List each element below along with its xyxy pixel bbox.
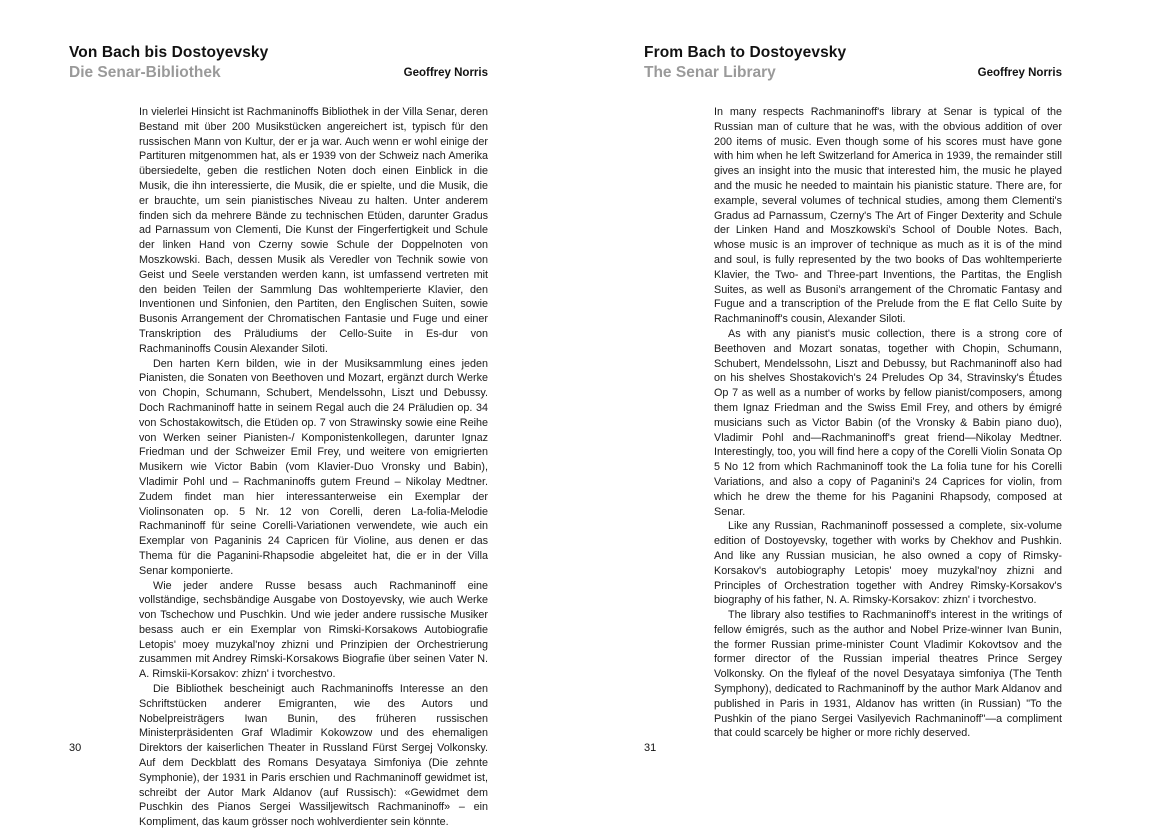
author-name: Geoffrey Norris: [977, 67, 1062, 79]
paragraph: Die Bibliothek bescheinigt auch Rachmaninoffs Interesse an den Schriftstücken anderer Emigranten, wie des Autors und Nobelpreisträgers Iwan Bunin, des früheren russischen Ministerpräsidenten Graf Wladimir Kokowzow und des ehemaligen Direktors der kaiserlichen Theater in Russland Fürst Sergej Volkonsky. Auf dem Deckblatt des Romans Desyataya Simfoniya (Die zehnte Symphonie), der 1931 in Paris erschien und Rachmaninoff gewidmet ist, schreibt der Autor Mark Aldanov (auf Russisch): «Gewidmet dem Puschkin des Pianos Sergei Wassiljewitsch Rachmaninoff» – ein Kompliment, das kaum grösser noch wohlverdienter sein könnte.: [139, 683, 488, 829]
paragraph: In many respects Rachmaninoff's library at Senar is typical of the Russian man of culture that he was, with the obvious addition of over 200 items of music. Even though some of his scores must have gone with him when he left Switzerland for America in 1939, the remainder still gives an insight into the music that interested him, the music he played and the music he needed to maintain his pianistic stature. There are, for example, several volumes of technical studies, among them Clementi's Gradus ad Parnassum, Czerny's The Art of Finger Dexterity and Schule der Linken Hand and Moszkowski's School of Double Notes. Bach, whose music is an improver of technique as much as it is of the mind and soul, is fully represented by the two books of Das wohltemperierte Klavier, the Two- and Three-part Inventions, the Partitas, the English Suites, as well as Busoni's arrangement of the Chromatic Fantasy and Fugue and a transcription of the Prelude from the E flat Cello Suite by Rachmaninoff's cousin, Alexander Siloti.: [714, 106, 1062, 326]
page-title: From Bach to Dostoyevsky: [644, 44, 847, 61]
page-subtitle: Die Senar-Bibliothek: [69, 64, 221, 81]
paragraph: The library also testifies to Rachmaninoff's interest in the writings of fellow émigrés, such as the author and Nobel Prize-winner Ivan Bunin, the former Russian prime-minister Count Vladimir Kokovtsov and the former director of the Russian imperial theatres Prince Sergey Volkonsky. On the flyleaf of the novel Desyataya simfoniya (The Tenth Symphony), dedicated to Rachmaninoff by the author Mark Aldanov and published in Paris in 1931, Aldanov has written (in Russian) "To the Pushkin of the piano Sergei Vasilyevich Rachmaninoff"—a compliment that could scarcely be higher or more richly deserved.: [714, 609, 1062, 740]
page-number: 30: [69, 742, 82, 754]
paragraph: In vielerlei Hinsicht ist Rachmaninoffs Bibliothek in der Villa Senar, deren Bestand mit über 200 Musikstücken angereichert ist, typisch für den russischen Mann von Kultur, der er ja war. Auch wenn er wohl einige der Partituren mitgenommen hat, als er 1939 von der Schweiz nach Amerika übersiedelte, geben die restlichen Noten doch einen Einblick in die Musik, die ihn interessierte, die Musik, die er spielte, und die Musik, die er brauchte, um sein pianistisches Niveau zu halten. Unter anderem finden sich da mehrere Bände zu technischen Etüden, darunter Gradus ad Parnassum von Clementi, Die Kunst der Fingerfertigkeit und Schule der linken Hand von Czerny sowie Schule der Doppelnoten von Moszkowski. Bach, dessen Musik als Veredler von Technik sowie von Geist und Seele verstanden werden kann, ist umfassend vertreten mit den beiden Teilen der Sammlung Das wohltemperierte Klavier, den Inventionen und Sinfonien, den Partiten, den Englischen Suiten, sowie Busonis Arrangement der Chromatischen Fantasie und Fuge und einer Transkription des Präludiums der Cello-Suite in Es-dur von Rachmaninoffs Cousin Alexander Siloti.: [139, 106, 488, 355]
left-page: [0, 0, 574, 829]
right-page: [575, 0, 1149, 800]
body-text: [714, 105, 1062, 741]
page-number: 31: [644, 742, 657, 754]
paragraph: Den harten Kern bilden, wie in der Musiksammlung eines jeden Pianisten, die Sonaten von Beethoven und Mozart, ergänzt durch Werke von Chopin, Schumann, Schubert, Mendelssohn, Liszt und Debussy. Doch Rachmaninoff hatte in seinem Regal auch die 24 Präludien op. 34 von Schostakowitsch, die Etüden op. 7 von Strawinsky sowie eine Reihe von Werken seiner Pianisten-/ Komponistenkollegen, darunter Ignaz Friedman und der Schweizer Emil Frey, und weitere von emigrierten Musikern wie Victor Babin (vom Klavier-Duo Vronsky und Babin), Vladimir Pohl und – Rachmaninoffs gutem Freund – Nikolay Medtner. Zudem findet man hier interessanterweise ein Exemplar der Violinsonaten op. 5 Nr. 12 von Corelli, deren La-folia-Melodie Rachmaninoff für seine Corelli-Variationen verwendete, wie auch ein Exemplar von Paganinis 24 Capricen für Violine, aus denen er das Thema für die Paganini-Rhapsodie abgeleitet hat, die er in der Villa Senar komponierte.: [139, 357, 488, 577]
page-subtitle: The Senar Library: [644, 64, 776, 81]
author-name: Geoffrey Norris: [403, 67, 488, 79]
paragraph: Like any Russian, Rachmaninoff possessed a complete, six-volume edition of Dostoyevsky, together with works by Chekhov and Pushkin. And like any Russian musician, he also owned a copy of Rimsky-Korsakov's autobiography Letopis' moey muzykal'noy zhizni and Principles of Orchestration together with Andrey Rimsky-Korsakov's biography of his father, N. A. Rimsky-Korsakov: zhizn' i tvorchestvo.: [714, 520, 1062, 607]
paragraph: Wie jeder andere Russe besass auch Rachmaninoff eine vollständige, sechsbändige Ausgabe von Dostoyevsky, wie auch Werke von Tschechow und Puschkin. Und wie jeder andere russische Musiker besass auch er ein Exemplar von Rimski-Korsakows Autobiografie Letopis' moey muzykal'noy zhizni und Prinzipien der Orchestrierung zusammen mit Andrey Rimski-Korsakows Biografie über seinen Vater N. A. Rimskii-Korsakov: zhizn' i tvorchestvo.: [139, 579, 488, 681]
body-text: [139, 105, 488, 830]
page-title: Von Bach bis Dostoyevsky: [69, 44, 269, 61]
paragraph: As with any pianist's music collection, there is a strong core of Beethoven and Mozart sonatas, together with Chopin, Schumann, Schubert, Mendelssohn, Liszt and Debussy, but Rachmaninoff also had on his shelves Shostakovich's 24 Preludes Op 34, Stravinsky's Études Op 7 as well as a number of works by fellow pianist/composers, among them Ignaz Friedman and the Swiss Emil Frey, and others by émigré musicians such as Victor Babin (of the Vronsky & Babin piano duo), Vladimir Pohl and—Rachmaninoff's great friend—Nikolay Medtner. Interestingly, too, you will find here a copy of the Corelli Violin Sonata Op 5 No 12 from which Rachmaninoff took the La folia tune for his Corelli Variations, and also a copy of Paganini's 24 Caprices for violin, from which he drew the theme for his Paganini Rhapsody, composed at Senar.: [714, 327, 1062, 518]
